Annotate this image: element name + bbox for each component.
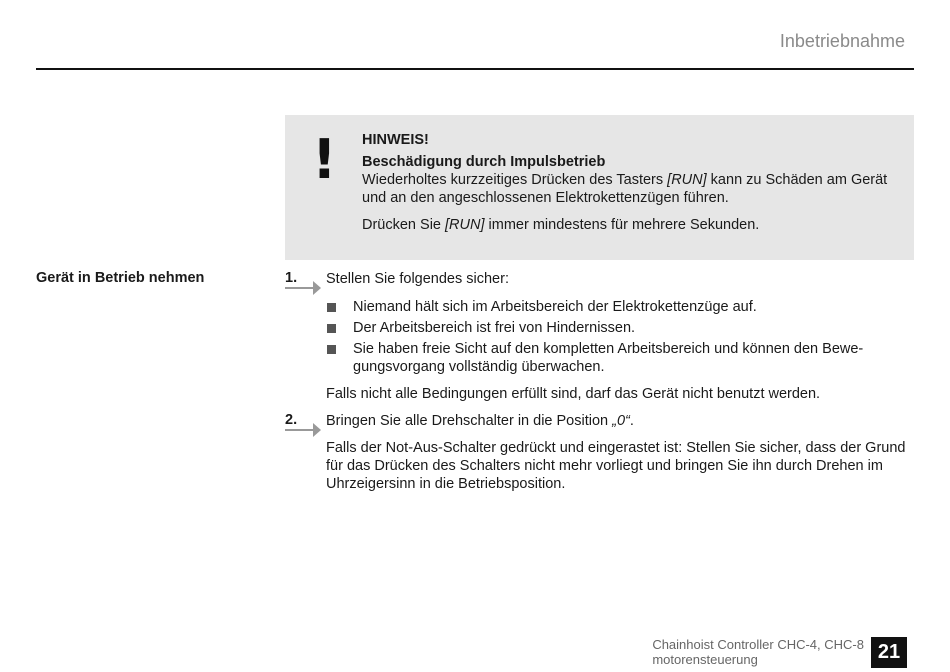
notice-text-2a: Drücken Sie <box>362 217 446 233</box>
square-bullet-icon <box>327 345 336 354</box>
step-2-text-a: Bringen Sie alle Drehschalter in die Position <box>326 413 613 429</box>
notice-text-1a: Wiederholtes kurzzeitiges Drücken des Tasters <box>362 172 668 188</box>
arrow-icon <box>285 429 315 431</box>
step-number: 2. <box>285 412 298 428</box>
notice-text-2b: immer mindestens für mehrere Sekunden. <box>484 217 760 233</box>
square-bullet-icon <box>327 303 336 312</box>
list-item <box>326 319 906 337</box>
notice-body <box>362 131 902 234</box>
exclamation-icon: ! <box>312 128 337 191</box>
position-value: „0“ <box>612 413 630 429</box>
page-header-title: Inbetriebnahme <box>779 31 905 51</box>
notice-box <box>285 115 914 260</box>
notice-text-1b: kann zu Schäden am Gerät und an den angeschlossenen Elektrokettenzügen führen. <box>362 172 888 206</box>
step-2-text <box>326 412 916 430</box>
run-key-ref: [RUN] <box>445 217 485 233</box>
square-bullet-icon <box>327 324 336 333</box>
header-divider <box>36 68 914 70</box>
footer-product-sub: motorensteuerung <box>652 652 758 667</box>
list-item-text: Niemand hält sich im Arbeitsbereich der Elektrokettenzüge auf. <box>353 299 757 315</box>
notice-text-1 <box>362 171 902 207</box>
arrow-icon <box>285 287 315 289</box>
list-item-text: Der Arbeitsbereich ist frei von Hindernissen. <box>353 320 636 336</box>
notice-headline: Beschädigung durch Impulsbetrieb <box>362 154 606 170</box>
section-title: Gerät in Betrieb nehmen <box>36 270 205 286</box>
list-item <box>326 340 906 376</box>
step-1-bullet-list <box>326 298 906 379</box>
step-2-note: Falls der Not-Aus-Schalter gedrückt und eingerastet ist: Stellen Sie sicher, dass der Grund für das Drücken des Schalters nicht mehr vorliegt und bringen Sie ihn durch Drehen im Uhrzeigersinn in die Betriebsposition. <box>326 440 906 492</box>
step-1-note: Falls nicht alle Bedingungen erfüllt sind, darf das Gerät nicht benutzt werden. <box>326 386 821 402</box>
list-item-text: Sie haben freie Sicht auf den kompletten Arbeitsbereich und können den Bewe-gungsvorgang vollständig überwachen. <box>353 341 864 375</box>
footer-product <box>652 637 864 667</box>
notice-label: HINWEIS! <box>362 132 429 148</box>
notice-text-2 <box>362 216 902 234</box>
run-key-ref: [RUN] <box>667 172 707 188</box>
page-number: 21 <box>871 637 907 668</box>
step-2-number <box>285 412 319 428</box>
step-number: 1. <box>285 270 298 286</box>
step-1-number <box>285 270 319 286</box>
list-item <box>326 298 906 316</box>
step-2-text-b: . <box>629 413 634 429</box>
footer-product-line: Chainhoist Controller CHC-4, CHC-8 <box>652 637 864 652</box>
step-1-text: Stellen Sie folgendes sicher: <box>326 271 509 287</box>
